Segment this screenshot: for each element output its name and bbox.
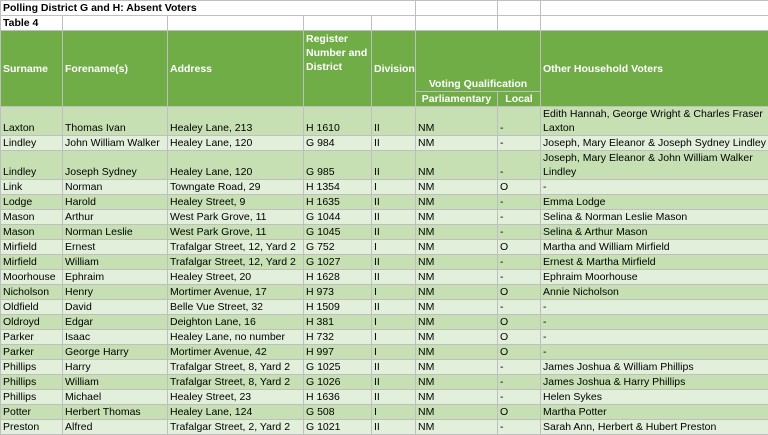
cell-address[interactable]: Deighton Lane, 16 (168, 315, 304, 330)
cell-parliamentary[interactable]: NM (416, 210, 498, 225)
cell-address[interactable]: Trafalgar Street, 2, Yard 2 (168, 420, 304, 435)
cell-local[interactable]: - (498, 225, 541, 240)
cell-local[interactable]: O (498, 315, 541, 330)
cell-local[interactable]: - (498, 270, 541, 285)
header-register[interactable]: Register Number and District (304, 31, 372, 107)
cell-division[interactable]: I (372, 345, 416, 360)
cell-parliamentary[interactable]: NM (416, 360, 498, 375)
cell-household[interactable]: Emma Lodge (541, 195, 768, 210)
cell-parliamentary[interactable]: NM (416, 420, 498, 435)
sheet-title[interactable]: Polling District G and H: Absent Voters (1, 1, 416, 16)
cell-register[interactable]: G 1027 (304, 255, 372, 270)
cell-household[interactable]: Joseph, Mary Eleanor & John William Walker Lindley (541, 151, 768, 180)
cell-surname[interactable]: Parker (1, 345, 63, 360)
empty-cell[interactable] (498, 1, 541, 16)
cell-register[interactable]: H 1354 (304, 180, 372, 195)
cell-division[interactable]: II (372, 360, 416, 375)
cell-forenames[interactable]: Henry (63, 285, 168, 300)
cell-division[interactable]: II (372, 107, 416, 136)
cell-household[interactable]: - (541, 315, 768, 330)
empty-cell[interactable] (416, 1, 498, 16)
cell-register[interactable]: G 752 (304, 240, 372, 255)
cell-forenames[interactable]: Isaac (63, 330, 168, 345)
empty-cell[interactable] (416, 16, 498, 31)
cell-parliamentary[interactable]: NM (416, 270, 498, 285)
cell-parliamentary[interactable]: NM (416, 345, 498, 360)
cell-local[interactable]: - (498, 420, 541, 435)
cell-register[interactable]: H 1628 (304, 270, 372, 285)
cell-surname[interactable]: Laxton (1, 107, 63, 136)
cell-household[interactable]: Martha Potter (541, 405, 768, 420)
cell-household[interactable]: Selina & Norman Leslie Mason (541, 210, 768, 225)
cell-household[interactable]: - (541, 345, 768, 360)
cell-surname[interactable]: Phillips (1, 390, 63, 405)
cell-address[interactable]: Trafalgar Street, 8, Yard 2 (168, 360, 304, 375)
header-forenames[interactable]: Forename(s) (63, 31, 168, 107)
cell-address[interactable]: Healey Lane, 124 (168, 405, 304, 420)
cell-register[interactable]: H 1636 (304, 390, 372, 405)
cell-address[interactable]: West Park Grove, 11 (168, 225, 304, 240)
table-row (1, 285, 768, 300)
cell-register[interactable]: G 1045 (304, 225, 372, 240)
cell-parliamentary[interactable]: NM (416, 390, 498, 405)
cell-forenames[interactable]: William (63, 255, 168, 270)
table-row (1, 300, 768, 315)
cell-household[interactable]: Helen Sykes (541, 390, 768, 405)
cell-surname[interactable]: Parker (1, 330, 63, 345)
cell-forenames[interactable]: Harold (63, 195, 168, 210)
cell-register[interactable]: G 1021 (304, 420, 372, 435)
cell-address[interactable]: West Park Grove, 11 (168, 210, 304, 225)
cell-parliamentary[interactable]: NM (416, 225, 498, 240)
cell-local[interactable]: O (498, 240, 541, 255)
cell-surname[interactable]: Oldfield (1, 300, 63, 315)
cell-household[interactable]: Annie Nicholson (541, 285, 768, 300)
cell-surname[interactable]: Phillips (1, 360, 63, 375)
cell-surname[interactable]: Link (1, 180, 63, 195)
cell-parliamentary[interactable]: NM (416, 136, 498, 151)
cell-register[interactable]: H 1509 (304, 300, 372, 315)
empty-cell[interactable] (372, 16, 416, 31)
cell-surname[interactable]: Mason (1, 210, 63, 225)
cell-local[interactable]: - (498, 151, 541, 180)
header-parliamentary[interactable]: Parliamentary (416, 92, 498, 107)
empty-cell[interactable] (498, 16, 541, 31)
cell-local[interactable]: - (498, 210, 541, 225)
cell-forenames[interactable]: George Harry (63, 345, 168, 360)
cell-register[interactable]: G 984 (304, 136, 372, 151)
cell-parliamentary[interactable]: NM (416, 240, 498, 255)
empty-cell[interactable] (63, 16, 168, 31)
cell-address[interactable]: Healey Lane, no number (168, 330, 304, 345)
cell-address[interactable]: Mortimer Avenue, 42 (168, 345, 304, 360)
cell-division[interactable]: I (372, 315, 416, 330)
cell-household[interactable]: - (541, 330, 768, 345)
header-surname[interactable]: Surname (1, 31, 63, 107)
cell-register[interactable]: G 985 (304, 151, 372, 180)
cell-parliamentary[interactable]: NM (416, 151, 498, 180)
cell-parliamentary[interactable]: NM (416, 195, 498, 210)
cell-parliamentary[interactable]: NM (416, 180, 498, 195)
table-row (1, 330, 768, 345)
cell-surname[interactable]: Nicholson (1, 285, 63, 300)
cell-local[interactable]: O (498, 330, 541, 345)
table-row (1, 151, 768, 180)
cell-address[interactable]: Trafalgar Street, 12, Yard 2 (168, 255, 304, 270)
table-row (1, 345, 768, 360)
cell-register[interactable]: H 1610 (304, 107, 372, 136)
cell-local[interactable]: O (498, 405, 541, 420)
cell-household[interactable]: Edith Hannah, George Wright & Charles Fraser Laxton (541, 107, 768, 136)
cell-division[interactable]: II (372, 375, 416, 390)
header-address[interactable]: Address (168, 31, 304, 107)
cell-division[interactable]: II (372, 195, 416, 210)
cell-local[interactable]: - (498, 107, 541, 136)
cell-forenames[interactable]: Ephraim (63, 270, 168, 285)
cell-forenames[interactable]: Norman Leslie (63, 225, 168, 240)
cell-division[interactable]: II (372, 420, 416, 435)
cell-local[interactable]: - (498, 255, 541, 270)
cell-forenames[interactable]: Ernest (63, 240, 168, 255)
empty-cell[interactable] (541, 1, 768, 16)
cell-forenames[interactable]: Edgar (63, 315, 168, 330)
empty-cell[interactable] (304, 16, 372, 31)
cell-parliamentary[interactable]: NM (416, 285, 498, 300)
cell-parliamentary[interactable]: NM (416, 107, 498, 136)
cell-forenames[interactable]: Joseph Sydney (63, 151, 168, 180)
cell-register[interactable]: G 1044 (304, 210, 372, 225)
header-voting-qualification[interactable]: Voting Qualification (416, 31, 541, 92)
table-row (1, 136, 768, 151)
cell-register[interactable]: H 381 (304, 315, 372, 330)
cell-surname[interactable]: Mirfield (1, 240, 63, 255)
cell-parliamentary[interactable]: NM (416, 300, 498, 315)
cell-address[interactable]: Healey Lane, 120 (168, 136, 304, 151)
empty-cell[interactable] (168, 16, 304, 31)
cell-address[interactable]: Healey Street, 9 (168, 195, 304, 210)
cell-forenames[interactable]: John William Walker (63, 136, 168, 151)
cell-surname[interactable]: Mirfield (1, 255, 63, 270)
cell-local[interactable]: O (498, 180, 541, 195)
cell-surname[interactable]: Mason (1, 225, 63, 240)
cell-division[interactable]: II (372, 390, 416, 405)
empty-cell[interactable] (541, 16, 768, 31)
cell-address[interactable]: Trafalgar Street, 12, Yard 2 (168, 240, 304, 255)
cell-parliamentary[interactable]: NM (416, 330, 498, 345)
cell-register[interactable]: G 1026 (304, 375, 372, 390)
cell-register[interactable]: H 973 (304, 285, 372, 300)
cell-surname[interactable]: Lodge (1, 195, 63, 210)
cell-register[interactable]: G 508 (304, 405, 372, 420)
table-row (1, 180, 768, 195)
cell-surname[interactable]: Lindley (1, 136, 63, 151)
cell-local[interactable]: O (498, 345, 541, 360)
cell-address[interactable]: Healey Lane, 120 (168, 151, 304, 180)
cell-division[interactable]: II (372, 225, 416, 240)
cell-surname[interactable]: Phillips (1, 375, 63, 390)
cell-household[interactable]: Sarah Ann, Herbert & Hubert Preston (541, 420, 768, 435)
cell-surname[interactable]: Moorhouse (1, 270, 63, 285)
table-row (1, 360, 768, 375)
cell-forenames[interactable]: Harry (63, 360, 168, 375)
cell-local[interactable]: - (498, 300, 541, 315)
table-row (1, 405, 768, 420)
cell-local[interactable]: - (498, 195, 541, 210)
cell-division[interactable]: II (372, 151, 416, 180)
cell-household[interactable]: Joseph, Mary Eleanor & Joseph Sydney Lindley (541, 136, 768, 151)
cell-local[interactable]: - (498, 375, 541, 390)
cell-forenames[interactable]: William (63, 375, 168, 390)
cell-address[interactable]: Trafalgar Street, 8, Yard 2 (168, 375, 304, 390)
cell-parliamentary[interactable]: NM (416, 375, 498, 390)
sheet-subtitle[interactable]: Table 4 (1, 16, 63, 31)
cell-local[interactable]: O (498, 285, 541, 300)
cell-address[interactable]: Towngate Road, 29 (168, 180, 304, 195)
cell-forenames[interactable]: Thomas Ivan (63, 107, 168, 136)
table-row (1, 315, 768, 330)
cell-division[interactable]: I (372, 285, 416, 300)
cell-register[interactable]: G 1025 (304, 360, 372, 375)
header-local[interactable]: Local (498, 92, 541, 107)
table-row (1, 420, 768, 435)
cell-forenames[interactable]: Alfred (63, 420, 168, 435)
cell-division[interactable]: I (372, 240, 416, 255)
cell-forenames[interactable]: Michael (63, 390, 168, 405)
cell-parliamentary[interactable]: NM (416, 315, 498, 330)
cell-household[interactable]: - (541, 300, 768, 315)
cell-forenames[interactable]: Arthur (63, 210, 168, 225)
table-row (1, 195, 768, 210)
cell-household[interactable]: Ephraim Moorhouse (541, 270, 768, 285)
cell-division[interactable]: I (372, 180, 416, 195)
cell-division[interactable]: II (372, 270, 416, 285)
table-row (1, 375, 768, 390)
table-row (1, 210, 768, 225)
cell-division[interactable]: II (372, 300, 416, 315)
table-row (1, 225, 768, 240)
cell-parliamentary[interactable]: NM (416, 255, 498, 270)
cell-division[interactable]: I (372, 405, 416, 420)
cell-address[interactable]: Belle Vue Street, 32 (168, 300, 304, 315)
cell-household[interactable]: Martha and William Mirfield (541, 240, 768, 255)
cell-forenames[interactable]: David (63, 300, 168, 315)
cell-local[interactable]: - (498, 390, 541, 405)
cell-surname[interactable]: Oldroyd (1, 315, 63, 330)
cell-register[interactable]: H 997 (304, 345, 372, 360)
cell-address[interactable]: Healey Street, 23 (168, 390, 304, 405)
cell-forenames[interactable]: Norman (63, 180, 168, 195)
cell-division[interactable]: I (372, 330, 416, 345)
cell-division[interactable]: II (372, 255, 416, 270)
header-household[interactable]: Other Household Voters (541, 31, 768, 107)
cell-surname[interactable]: Lindley (1, 151, 63, 180)
cell-surname[interactable]: Preston (1, 420, 63, 435)
cell-household[interactable]: Ernest & Martha Mirfield (541, 255, 768, 270)
cell-address[interactable]: Mortimer Avenue, 17 (168, 285, 304, 300)
cell-parliamentary[interactable]: NM (416, 405, 498, 420)
cell-address[interactable]: Healey Street, 20 (168, 270, 304, 285)
cell-household[interactable]: James Joshua & Harry Phillips (541, 375, 768, 390)
cell-surname[interactable]: Potter (1, 405, 63, 420)
cell-household[interactable]: Selina & Arthur Mason (541, 225, 768, 240)
cell-local[interactable]: - (498, 136, 541, 151)
table-row (1, 107, 768, 136)
table-row (1, 255, 768, 270)
cell-division[interactable]: II (372, 210, 416, 225)
header-division[interactable]: Division (372, 31, 416, 107)
table-row (1, 240, 768, 255)
cell-household[interactable]: James Joshua & William Phillips (541, 360, 768, 375)
cell-forenames[interactable]: Herbert Thomas (63, 405, 168, 420)
table-row (1, 270, 768, 285)
cell-address[interactable]: Healey Lane, 213 (168, 107, 304, 136)
cell-household[interactable]: - (541, 180, 768, 195)
cell-register[interactable]: H 1635 (304, 195, 372, 210)
cell-local[interactable]: - (498, 360, 541, 375)
cell-division[interactable]: II (372, 136, 416, 151)
cell-register[interactable]: H 732 (304, 330, 372, 345)
table-row (1, 390, 768, 405)
